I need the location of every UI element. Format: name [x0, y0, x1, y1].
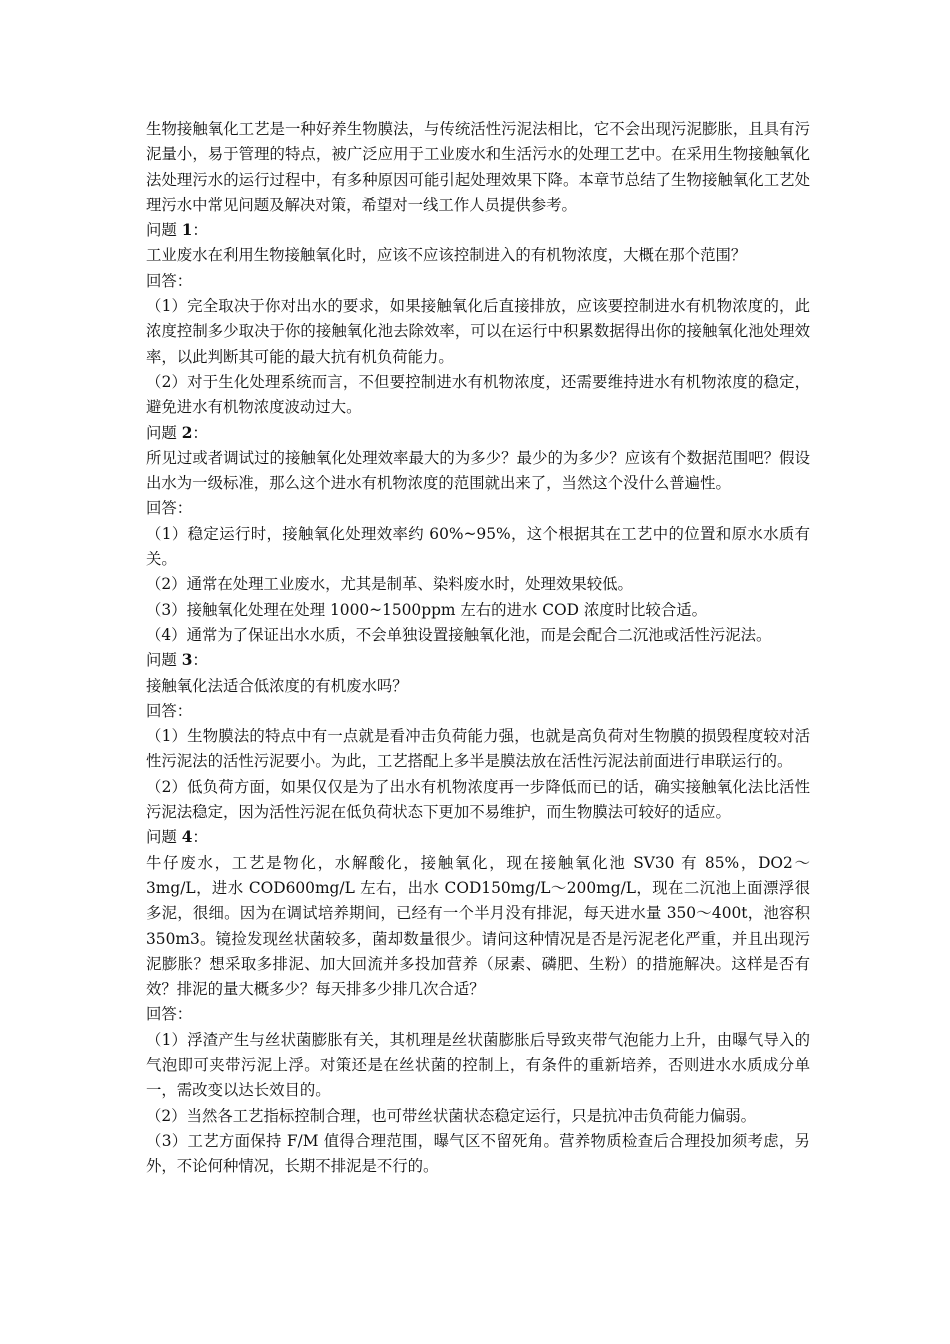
question-4-answer-label: 回答： — [146, 1005, 193, 1024]
question-4-title — [146, 825, 810, 850]
question-4-answer-1: （1）浮渣产生与丝状菌膨胀有关，其机理是丝状菌膨胀后导致夹带气泡能力上升，由曝气导入的气泡即可夹带污泥上浮。对策还是在丝状菌的控制上，有条件的重新培养，否则进水水质成分单一，需改变以达长效目的。 — [146, 1030, 810, 1100]
question-2-answer-3: （3）接触氧化处理在处理 1000~1500ppm 左右的进水 COD 浓度时比较合适。 — [146, 600, 707, 619]
question-3-label: 问题 — [146, 651, 177, 670]
question-3-colon: ： — [192, 651, 208, 670]
question-1-label: 问题 — [146, 221, 177, 240]
question-4-label: 问题 — [146, 828, 177, 847]
question-2-title — [146, 421, 810, 446]
question-4-text: 牛仔废水，工艺是物化，水解酸化，接触氧化，现在接触氧化池 SV30 有 85%，DO2～3mg/L，进水 COD600mg/L 左右，出水 COD150mg/L～200mg/L，现在二沉池上面漂浮很多泥，很细。因为在调试培养期间，已经有一个半月没有排泥，每天进水量 350～400t，池容积 350m3。镜捡发现丝状菌较多，菌却数量很少。请问这种情况是否是污泥老化严重，并且出现污泥膨胀？想采取多排泥、加大回流并多投加营养（尿素、磷肥、生粉）的措施解决。这样是否有效？排泥的量大概多少？每天排多少排几次合适？ — [146, 853, 810, 999]
intro-paragraph: 生物接触氧化工艺是一种好养生物膜法，与传统活性污泥法相比，它不会出现污泥膨胀，且具有污泥量小，易于管理的特点，被广泛应用于工业废水和生活污水的处理工艺中。在采用生物接触氧化法处理污水的运行过程中，有多种原因可能引起处理效果下降。本章节总结了生物接触氧化工艺处理污水中常见问题及解决对策，希望对一线工作人员提供参考。 — [146, 120, 810, 214]
question-2-answer-1: （1）稳定运行时，接触氧化处理效率约 60%~95%，这个根据其在工艺中的位置和原水水质有关。 — [146, 524, 810, 569]
question-3-number: 3 — [181, 651, 193, 670]
question-2-answer-label: 回答： — [146, 499, 193, 518]
question-1-colon: ： — [192, 221, 208, 240]
question-2-text: 所见过或者调试过的接触氧化处理效率最大的为多少？最少的为多少？应该有个数据范围吧？假设出水为一级标准，那么这个进水有机物浓度的范围就出来了，当然这个没什么普遍性。 — [146, 448, 810, 493]
question-3-text: 接触氧化法适合低浓度的有机废水吗？ — [146, 676, 408, 695]
question-2-number: 2 — [181, 423, 193, 442]
question-3-answer-label: 回答： — [146, 701, 193, 720]
question-4-number: 4 — [181, 828, 193, 847]
question-3-answer-2: （2）低负荷方面，如果仅仅是为了出水有机物浓度再一步降低而已的话，确实接触氧化法比活性污泥法稳定，因为活性污泥在低负荷状态下更加不易维护，而生物膜法可较好的适应。 — [146, 777, 810, 822]
question-1-text: 工业废水在利用生物接触氧化时，应该不应该控制进入的有机物浓度，大概在那个范围？ — [146, 246, 747, 265]
question-2-answer-2: （2）通常在处理工业废水，尤其是制革、染料废水时，处理效果较低。 — [146, 575, 633, 594]
question-4-answer-3: （3）工艺方面保持 F/M 值得合理范围，曝气区不留死角。营养物质检查后合理投加须考虑，另外，不论何种情况，长期不排泥是不行的。 — [146, 1131, 810, 1176]
question-2-label: 问题 — [146, 423, 177, 442]
document-page — [146, 117, 810, 1179]
question-1-answer-2: （2）对于生化处理系统而言，不但要控制进水有机物浓度，还需要维持进水有机物浓度的稳定，避免进水有机物浓度波动过大。 — [146, 372, 810, 417]
question-1-title — [146, 218, 810, 243]
question-1-answer-1: （1）完全取决于你对出水的要求，如果接触氧化后直接排放，应该要控制进水有机物浓度的，此浓度控制多少取决于你的接触氧化池去除效率，可以在运行中积累数据得出你的接触氧化池处理效率，以此判断其可能的最大抗有机负荷能力。 — [146, 297, 810, 366]
question-1-answer-label: 回答： — [146, 271, 193, 290]
question-3-answer-1: （1）生物膜法的特点中有一点就是看冲击负荷能力强，也就是高负荷对生物膜的损毁程度较对活性污泥法的活性污泥要小。为此，工艺搭配上多半是膜法放在活性污泥法前面进行串联运行的。 — [146, 727, 810, 771]
question-1-number: 1 — [181, 221, 193, 240]
question-2-colon: ： — [192, 423, 208, 442]
question-2-answer-4: （4）通常为了保证出水水质，不会单独设置接触氧化池，而是会配合二沉池或活性污泥法。 — [146, 625, 772, 644]
question-4-answer-2: （2）当然各工艺指标控制合理，也可带丝状菌状态稳定运行，只是抗冲击负荷能力偏弱。 — [146, 1106, 757, 1125]
question-3-title — [146, 648, 810, 673]
question-4-colon: ： — [192, 828, 208, 847]
